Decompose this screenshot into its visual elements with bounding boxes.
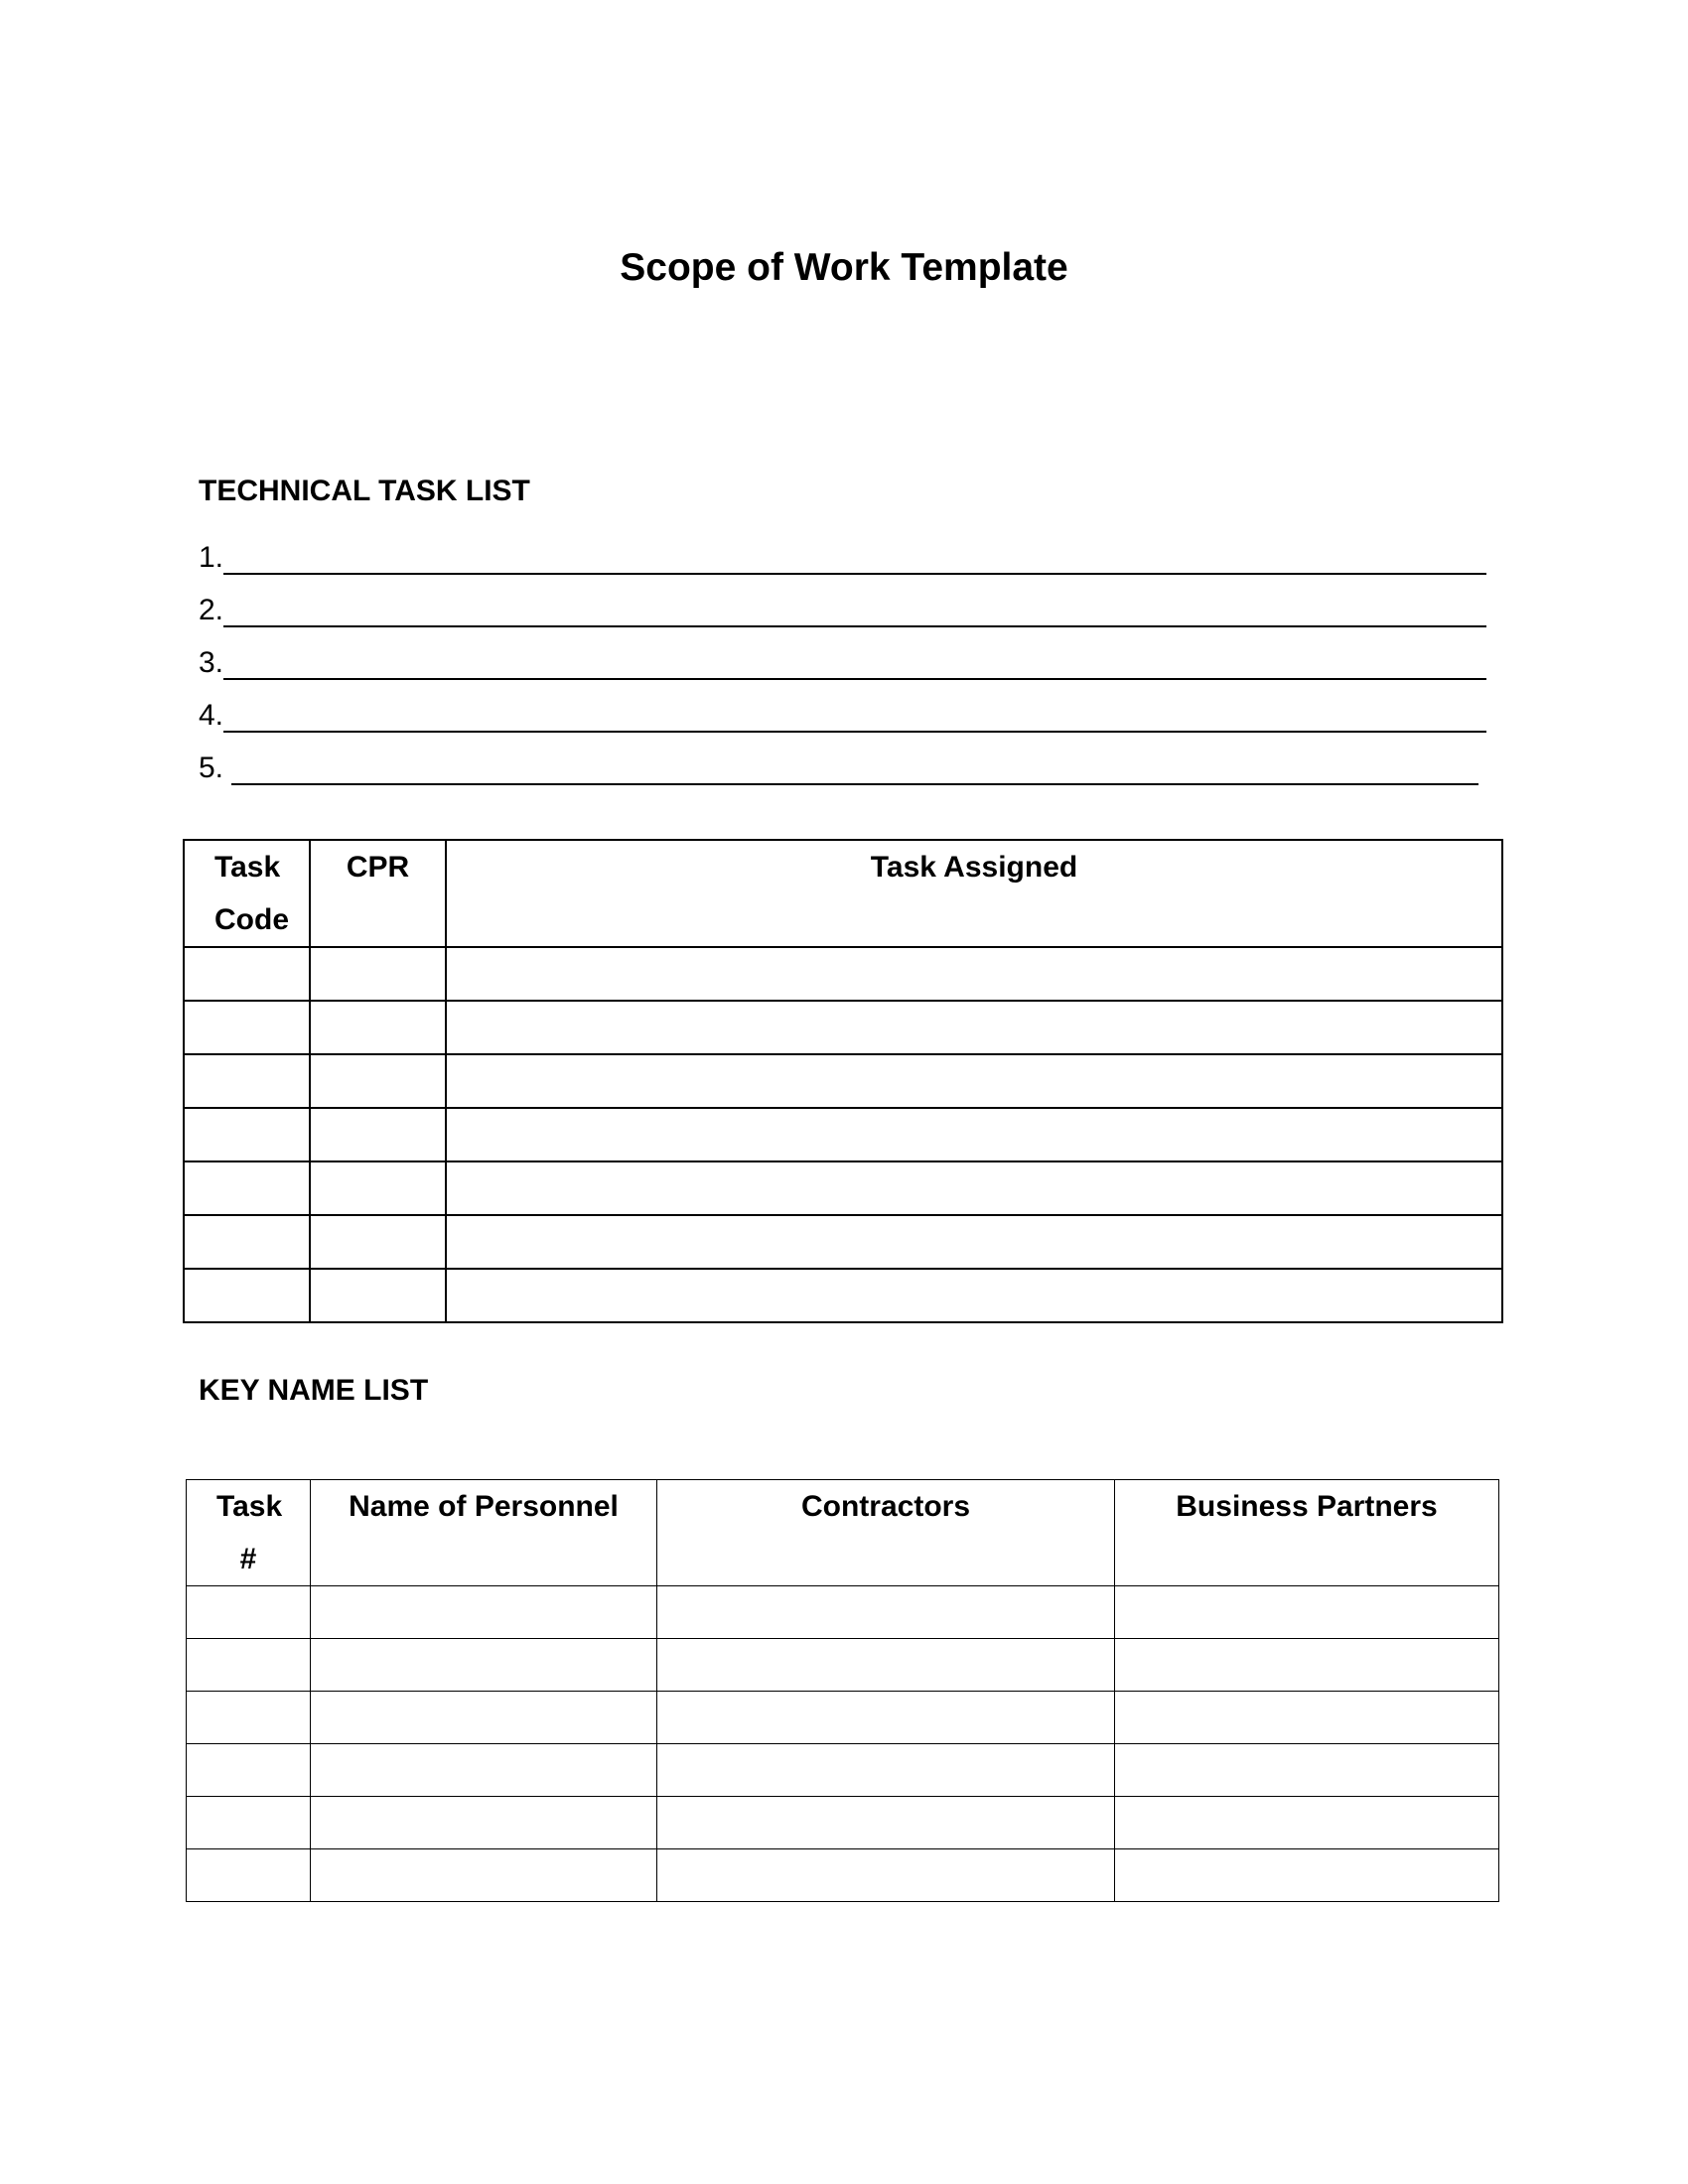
table-row: [187, 1692, 1499, 1744]
business-partners-cell[interactable]: [1115, 1849, 1499, 1902]
task-code-cell[interactable]: [184, 1215, 310, 1269]
table-row: [187, 1744, 1499, 1797]
task-line-number: 1.: [199, 541, 224, 574]
contractors-cell[interactable]: [657, 1692, 1115, 1744]
task-code-cell[interactable]: [184, 947, 310, 1001]
task-number-cell[interactable]: [187, 1797, 311, 1849]
name-of-personnel-cell[interactable]: [311, 1586, 657, 1639]
column-header-contractors: Contractors: [657, 1480, 1115, 1586]
task-line-1: [199, 524, 1485, 577]
task-number-cell[interactable]: [187, 1849, 311, 1902]
task-code-cell[interactable]: [184, 1269, 310, 1322]
table-header-row: [187, 1480, 1499, 1586]
table-row: [184, 1161, 1502, 1215]
table-row: [184, 1215, 1502, 1269]
task-line-blank[interactable]: [231, 751, 1478, 785]
table-header-row: [184, 840, 1502, 947]
business-partners-cell[interactable]: [1115, 1639, 1499, 1692]
task-assigned-cell[interactable]: [446, 1054, 1502, 1108]
task-assigned-cell[interactable]: [446, 1161, 1502, 1215]
task-line-number: 5.: [199, 751, 232, 784]
contractors-cell[interactable]: [657, 1797, 1115, 1849]
task-number-cell[interactable]: [187, 1692, 311, 1744]
business-partners-cell[interactable]: [1115, 1692, 1499, 1744]
cpr-cell[interactable]: [310, 947, 446, 1001]
table-row: [187, 1639, 1499, 1692]
task-line-3: [199, 629, 1485, 682]
contractors-cell[interactable]: [657, 1849, 1115, 1902]
contractors-cell[interactable]: [657, 1639, 1115, 1692]
table-row: [187, 1797, 1499, 1849]
task-line-blank[interactable]: [223, 699, 1486, 733]
table-row: [184, 1269, 1502, 1322]
contractors-cell[interactable]: [657, 1586, 1115, 1639]
task-number-cell[interactable]: [187, 1586, 311, 1639]
table-row: [187, 1849, 1499, 1902]
task-number-cell[interactable]: [187, 1744, 311, 1797]
task-line-2: [199, 577, 1485, 629]
task-line-5: [199, 735, 1485, 787]
business-partners-cell[interactable]: [1115, 1744, 1499, 1797]
business-partners-cell[interactable]: [1115, 1586, 1499, 1639]
table-row: [184, 1001, 1502, 1054]
task-assigned-cell[interactable]: [446, 1215, 1502, 1269]
cpr-cell[interactable]: [310, 1054, 446, 1108]
task-code-cell[interactable]: [184, 1001, 310, 1054]
cpr-cell[interactable]: [310, 1108, 446, 1161]
task-assigned-cell[interactable]: [446, 947, 1502, 1001]
column-header-cpr: CPR: [310, 840, 446, 947]
name-of-personnel-cell[interactable]: [311, 1744, 657, 1797]
task-line-number: 3.: [199, 646, 224, 679]
task-assigned-cell[interactable]: [446, 1269, 1502, 1322]
cpr-cell[interactable]: [310, 1161, 446, 1215]
technical-task-list: [199, 524, 1485, 787]
table-row: [187, 1586, 1499, 1639]
page-title: Scope of Work Template: [620, 246, 1068, 289]
task-line-number: 4.: [199, 699, 224, 732]
task-assigned-cell[interactable]: [446, 1108, 1502, 1161]
name-of-personnel-cell[interactable]: [311, 1639, 657, 1692]
technical-task-list-heading: TECHNICAL TASK LIST: [199, 475, 530, 507]
cpr-cell[interactable]: [310, 1269, 446, 1322]
task-line-number: 2.: [199, 594, 224, 626]
task-line-4: [199, 682, 1485, 735]
task-assignment-table: [183, 839, 1503, 1323]
task-code-cell[interactable]: [184, 1161, 310, 1215]
task-assigned-cell[interactable]: [446, 1001, 1502, 1054]
name-of-personnel-cell[interactable]: [311, 1692, 657, 1744]
task-line-blank[interactable]: [223, 541, 1486, 575]
table-row: [184, 1054, 1502, 1108]
name-of-personnel-cell[interactable]: [311, 1797, 657, 1849]
key-name-table: [186, 1479, 1499, 1902]
column-header-business-partners: Business Partners: [1115, 1480, 1499, 1586]
column-header-task-code: Task Code: [184, 840, 310, 947]
table-row: [184, 947, 1502, 1001]
cpr-cell[interactable]: [310, 1001, 446, 1054]
task-code-cell[interactable]: [184, 1108, 310, 1161]
task-code-cell[interactable]: [184, 1054, 310, 1108]
business-partners-cell[interactable]: [1115, 1797, 1499, 1849]
column-header-name-of-personnel: Name of Personnel: [311, 1480, 657, 1586]
table-row: [184, 1108, 1502, 1161]
task-line-blank[interactable]: [223, 594, 1486, 627]
task-line-blank[interactable]: [223, 646, 1486, 680]
contractors-cell[interactable]: [657, 1744, 1115, 1797]
column-header-task-number: Task #: [187, 1480, 311, 1586]
name-of-personnel-cell[interactable]: [311, 1849, 657, 1902]
cpr-cell[interactable]: [310, 1215, 446, 1269]
task-number-cell[interactable]: [187, 1639, 311, 1692]
column-header-task-assigned: Task Assigned: [446, 840, 1502, 947]
key-name-list-heading: KEY NAME LIST: [199, 1374, 429, 1407]
